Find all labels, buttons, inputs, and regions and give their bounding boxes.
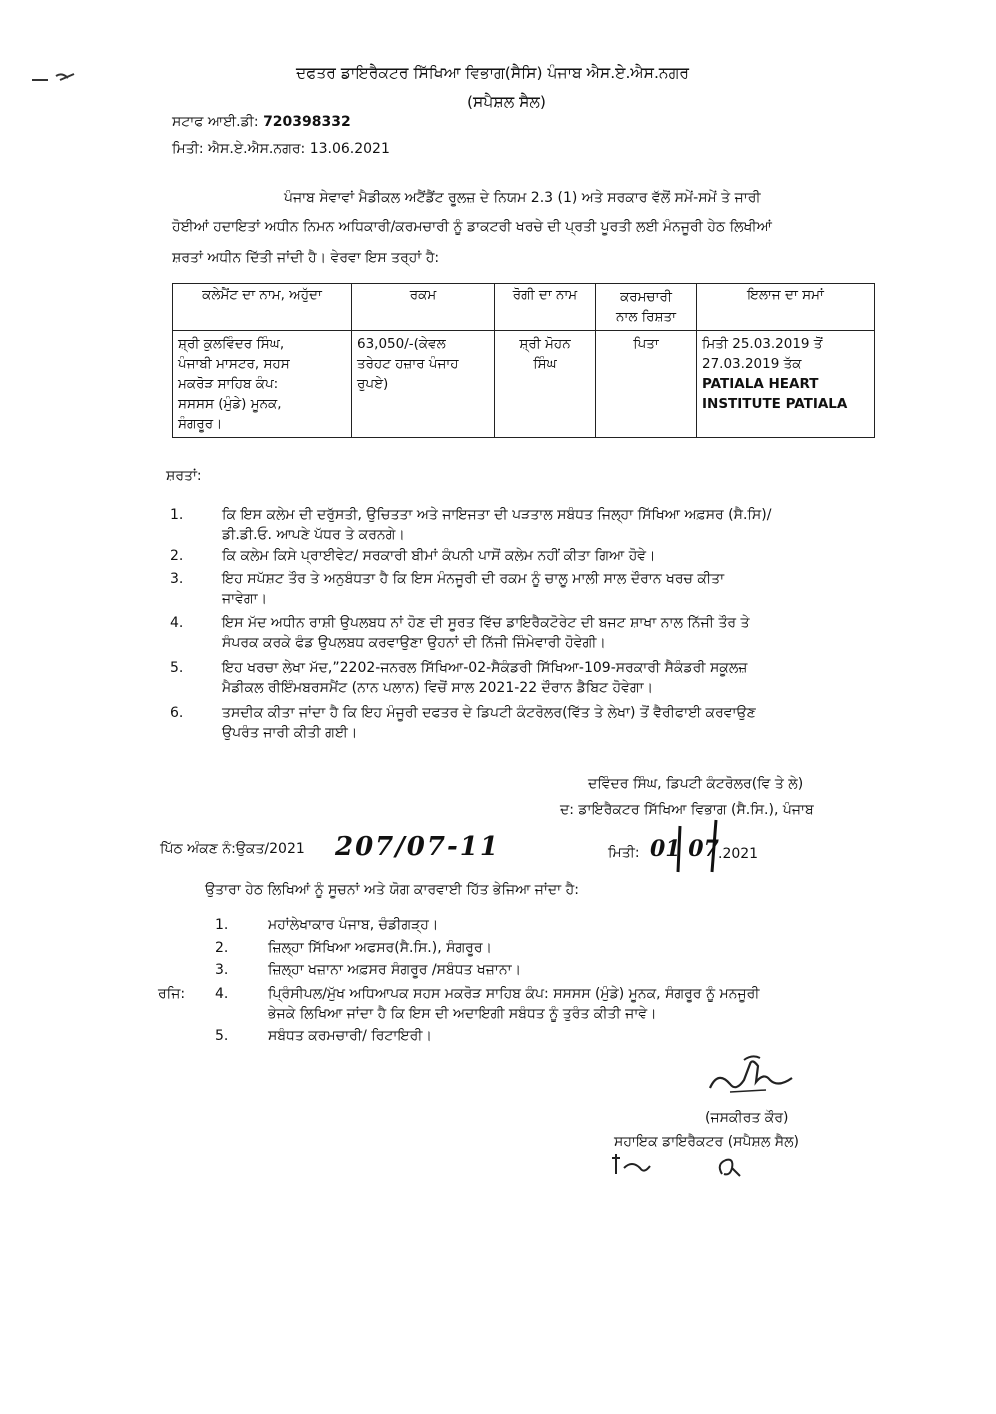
condition-number: 1. (170, 507, 184, 523)
col-claimant: ਕਲੇਮੈਂਟ ਦਾ ਨਾਮ, ਅਹੁੱਦਾ (173, 284, 352, 331)
recipient-line: ਸਬੰਧਤ ਕਰਮਚਾਰੀ/ ਰਿਟਾਇਰੀ। (268, 1028, 432, 1044)
claimant-line: ਸਸਸਸ (ਮੁੰਡੇ) ਮੂਨਕ, (178, 396, 282, 412)
office-title: ਦਫਤਰ ਡਾਇਰੈਕਟਰ ਸਿੱਖਿਆ ਵਿਭਾਗ(ਸੈਸਿ) ਪੰਜਾਬ ਐਸ.ਏ.ਐਸ.ਨਗਰ (296, 64, 690, 82)
condition-number: 5. (170, 660, 184, 676)
recipient-line: ਭੇਜਕੇ ਲਿਖਿਆ ਜਾਂਦਾ ਹੈ ਕਿ ਇਸ ਦੀ ਅਦਾਇਗੀ ਸਬੰਧਤ ਨੂੰ ਤੁਰੰਤ ਕੀਤੀ ਜਾਵੇ। (268, 1006, 657, 1022)
recipient-line: ਜ਼ਿਲ੍ਹਾ ਖਜ਼ਾਨਾ ਅਫ਼ਸਰ ਸੰਗਰੂਰ /ਸਬੰਧਤ ਖਜ਼ਾਨਾ। (268, 962, 522, 978)
condition-line: ਕਿ ਇਸ ਕਲੇਮ ਦੀ ਦਰੁੱਸਤੀ, ਉਚਿਤਤਾ ਅਤੇ ਜਾਇਜਤਾ ਦੀ ਪੜਤਾਲ ਸਬੰਧਤ ਜਿਲ੍ਹਾ ਸਿੱਖਿਆ ਅਫ਼ਸਰ (ਸੈ.ਸਿ)/ (222, 507, 772, 523)
intro-line-2: ਹੋਈਆਂ ਹਦਾਇਤਾਂ ਅਧੀਨ ਨਿਮਨ ਅਧਿਕਾਰੀ/ਕਰਮਚਾਰੀ ਨੂੰ ਡਾਕਟਰੀ ਖਰਚੇ ਦੀ ਪ੍ਰਤੀ ਪੂਰਤੀ ਲਈ ਮੰਨਜੂਰੀ ਹੇਠ ਲਿਖੀਆਂ (172, 219, 772, 235)
condition-text (222, 546, 656, 566)
condition-line: ਜਾਵੇਗਾ। (222, 591, 268, 607)
intro-line-1: ਪੰਜਾਬ ਸੇਵਾਵਾਂ ਮੈਡੀਕਲ ਅਟੈਂਡੈਂਟ ਰੂਲਜ਼ ਦੇ ਨਿਯਮ 2.3 (1) ਅਤੇ ਸਰਕਾਰ ਵੱਲੋਂ ਸਮੇਂ-ਸਮੇਂ ਤੇ ਜਾਰੀ (284, 190, 761, 206)
endorsement-intro: ਉਤਾਰਾ ਹੇਠ ਲਿਖਿਆਂ ਨੂੰ ਸੂਚਨਾਂ ਅਤੇ ਯੋਗ ਕਾਰਵਾਈ ਹਿੱਤ ਭੇਜਿਆ ਜਾਂਦਾ ਹੈ: (205, 882, 579, 898)
recipient-number: 5. (215, 1028, 229, 1044)
corner-scribble (30, 70, 80, 86)
col-relation (596, 284, 697, 331)
treatment-line: ਮਿਤੀ 25.03.2019 ਤੋਂ (702, 336, 823, 352)
condition-line: ਇਹ ਖਰਚਾ ਲੇਖਾ ਮੱਦ,”2202-ਜਨਰਲ ਸਿੱਖਿਆ-02-ਸੈਕੰਡਰੀ ਸਿੱਖਿਆ-109-ਸਰਕਾਰੀ ਸੈਕੰਡਰੀ ਸਕੂਲਜ਼ (222, 660, 748, 676)
condition-number: 4. (170, 615, 184, 631)
signatory-designation: ਸਹਾਇਕ ਡਾਇਰੈਕਟਰ (ਸਪੈਸ਼ਲ ਸੈਲ) (614, 1134, 799, 1150)
recipient-number: 2. (215, 940, 229, 956)
relation-cell (596, 331, 697, 438)
signatory-name: (ਜਸਕੀਰਤ ਕੌਰ) (705, 1110, 789, 1126)
initials-mark (606, 1150, 656, 1180)
condition-line: ਤਸਦੀਕ ਕੀਤਾ ਜਾਂਦਾ ਹੈ ਕਿ ਇਹ ਮੰਜੂਰੀ ਦਫਤਰ ਦੇ ਡਿਪਟੀ ਕੰਟਰੋਲਰ(ਵਿੱਤ ਤੇ ਲੇਖਾ) ਤੋਂ ਵੈਰੀਫਾਈ ਕਰਵਾਉਣ (222, 705, 756, 721)
col-relation-l2: ਨਾਲ ਰਿਸ਼ਤਾ (616, 309, 676, 325)
condition-text (222, 703, 756, 743)
col-amount: ਰਕਮ (352, 284, 495, 331)
deputy-sign-line-2: ਦ: ਡਾਇਰੈਕਟਰ ਸਿੱਖਿਆ ਵਿਭਾਗ (ਸੈ.ਸਿ.), ਪੰਜਾਬ (560, 802, 814, 818)
claimant-line: ਸੰਗਰੂਰ। (178, 416, 223, 432)
recipient-text (268, 960, 521, 980)
endorsement-date-year: .2021 (718, 846, 759, 862)
regd-label: ਰਜਿ: (158, 986, 186, 1002)
condition-line: ਡੀ.ਡੀ.ਓ. ਆਪਣੇ ਪੱਧਰ ਤੇ ਕਰਨਗੇ। (222, 527, 405, 543)
recipient-number: 3. (215, 962, 229, 978)
condition-line: ਉਪਰੰਤ ਜਾਰੀ ਕੀਤੀ ਗਈ। (222, 725, 358, 741)
patient-line: ਸ਼੍ਰੀ ਮੋਹਨ (519, 336, 571, 352)
recipient-text (268, 984, 760, 1024)
conditions-title: ਸ਼ਰਤਾਂ: (166, 468, 202, 484)
condition-line: ਮੈਡੀਕਲ ਰੀਇੰਮਬਰਸਮੈਂਟ (ਨਾਨ ਪਲਾਨ) ਵਿਚੋਂ ਸਾਲ 2021-22 ਦੌਰਾਨ ਡੈਬਿਟ ਹੋਵੇਗਾ। (222, 680, 654, 696)
recipient-text (268, 938, 492, 958)
deputy-sign-line-1: ਦਵਿੰਦਰ ਸਿੰਘ, ਡਿਪਟੀ ਕੰਟਰੋਲਰ(ਵਿ ਤੇ ਲੇ) (588, 776, 804, 792)
staff-id-line (172, 114, 351, 130)
initials-mark (712, 1154, 746, 1180)
recipient-number: 1. (215, 917, 229, 933)
treatment-cell (697, 331, 875, 438)
amount-line: 63,050/-(ਕੇਵਲ (357, 336, 446, 352)
office-subtitle: (ਸਪੈਸ਼ਲ ਸੈਲ) (467, 93, 546, 111)
amount-line: ਰੁਪਏ) (357, 376, 389, 392)
claimant-line: ਮਕਰੋੜ ਸਾਹਿਬ ਕੰਪ: (178, 376, 279, 392)
recipient-line: ਜ਼ਿਲ੍ਹਾ ਸਿੱਖਿਆ ਅਫਸਰ(ਸੈ.ਸਿ.), ਸੰਗਰੂਰ। (268, 940, 492, 956)
handwritten-date: 01 07 (650, 836, 719, 862)
condition-text (222, 613, 750, 653)
amount-cell (352, 331, 495, 438)
treatment-line: 27.03.2019 ਤੱਕ (702, 356, 802, 372)
claim-table (172, 283, 875, 438)
condition-line: ਇਸ ਮੱਦ ਅਧੀਨ ਰਾਸ਼ੀ ਉਪਲਬਧ ਨਾਂ ਹੋਣ ਦੀ ਸੂਰਤ ਵਿੱਚ ਡਾਇਰੈਕਟੋਰੇਟ ਦੀ ਬਜਟ ਸ਼ਾਖਾ ਨਾਲ ਨਿੱਜੀ ਤੌਰ ਤੇ (222, 615, 750, 631)
recipient-number: 4. (215, 986, 229, 1002)
patient-cell (495, 331, 596, 438)
table-row (173, 331, 875, 438)
relation-value: ਪਿਤਾ (633, 336, 659, 352)
staff-id-label: ਸਟਾਫ ਆਈ.ਡੀ: (172, 114, 259, 130)
claimant-line: ਸ਼੍ਰੀ ਕੁਲਵਿੰਦਰ ਸਿੰਘ, (178, 336, 285, 352)
condition-line: ਕਿ ਕਲੇਮ ਕਿਸੇ ਪ੍ਰਾਈਵੇਟ/ ਸਰਕਾਰੀ ਬੀਮਾਂ ਕੰਪਨੀ ਪਾਸੋਂ ਕਲੇਮ ਨਹੀਂ ਕੀਤਾ ਗਿਆ ਹੋਵੇ। (222, 548, 656, 564)
recipient-line: ਪ੍ਰਿੰਸੀਪਲ/ਮੁੱਖ ਅਧਿਆਪਕ ਸਹਸ ਮਕਰੋੜ ਸਾਹਿਬ ਕੰਪ: ਸਸਸਸ (ਮੁੰਡੇ) ਮੂਨਕ, ਸੰਗਰੂਰ ਨੂੰ ਮਨਜੂਰੀ (268, 986, 760, 1002)
endorsement-date-label: ਮਿਤੀ: (608, 845, 640, 861)
condition-text (222, 658, 747, 698)
claimant-cell (173, 331, 352, 438)
condition-text (222, 569, 724, 609)
treatment-line: INSTITUTE PATIALA (702, 396, 848, 412)
issue-date: ਮਿਤੀ: ਐਸ.ਏ.ਐਸ.ਨਗਰ: 13.06.2021 (172, 141, 390, 157)
handwritten-endorsement-no: 207/07-11 (335, 832, 500, 862)
condition-line: ਇਹ ਸਪੱਸ਼ਟ ਤੌਰ ਤੇ ਅਨੁਬੰਧਤਾ ਹੈ ਕਿ ਇਸ ਮੰਨਜੂਰੀ ਦੀ ਰਕਮ ਨੂੰ ਚਾਲੂ ਮਾਲੀ ਸਾਲ ਦੌਰਾਨ ਖਰਚ ਕੀਤਾ (222, 571, 725, 587)
recipient-text (268, 915, 438, 935)
treatment-line: PATIALA HEART (702, 376, 819, 392)
condition-number: 6. (170, 705, 184, 721)
col-patient: ਰੋਗੀ ਦਾ ਨਾਮ (495, 284, 596, 331)
recipient-text (268, 1026, 432, 1046)
condition-number: 2. (170, 548, 184, 564)
handwritten-signature (700, 1050, 810, 1100)
staff-id-value: 720398332 (263, 114, 351, 130)
col-relation-l1: ਕਰਮਚਾਰੀ (620, 289, 672, 305)
intro-line-3: ਸ਼ਰਤਾਂ ਅਧੀਨ ਦਿੱਤੀ ਜਾਂਦੀ ਹੈ। ਵੇਰਵਾ ਇਸ ਤਰ੍ਹਾਂ ਹੈ: (172, 250, 440, 266)
condition-line: ਸੰਪਰਕ ਕਰਕੇ ਫੰਡ ਉਪਲਬਧ ਕਰਵਾਉਣਾ ਉਹਨਾਂ ਦੀ ਨਿੱਜੀ ਜਿੰਮੇਵਾਰੀ ਹੋਵੇਗੀ। (222, 635, 606, 651)
condition-number: 3. (170, 571, 184, 587)
recipient-line: ਮਹਾਂਲੇਖਾਕਾਰ ਪੰਜਾਬ, ਚੰਡੀਗੜ੍ਹ। (268, 917, 439, 933)
claimant-line: ਪੰਜਾਬੀ ਮਾਸਟਰ, ਸਹਸ (178, 356, 290, 372)
col-treatment: ਇਲਾਜ ਦਾ ਸਮਾਂ (697, 284, 875, 331)
condition-text (222, 505, 771, 545)
amount-line: ਤਰੇਹਟ ਹਜ਼ਾਰ ਪੰਜਾਹ (357, 356, 459, 372)
claim-table-header-row (173, 284, 875, 331)
endorsement-label: ਪਿੱਠ ਅੰਕਣ ਨੰ:ਉਕਤ/2021 (160, 841, 305, 857)
patient-line: ਸਿੰਘ (533, 356, 557, 372)
